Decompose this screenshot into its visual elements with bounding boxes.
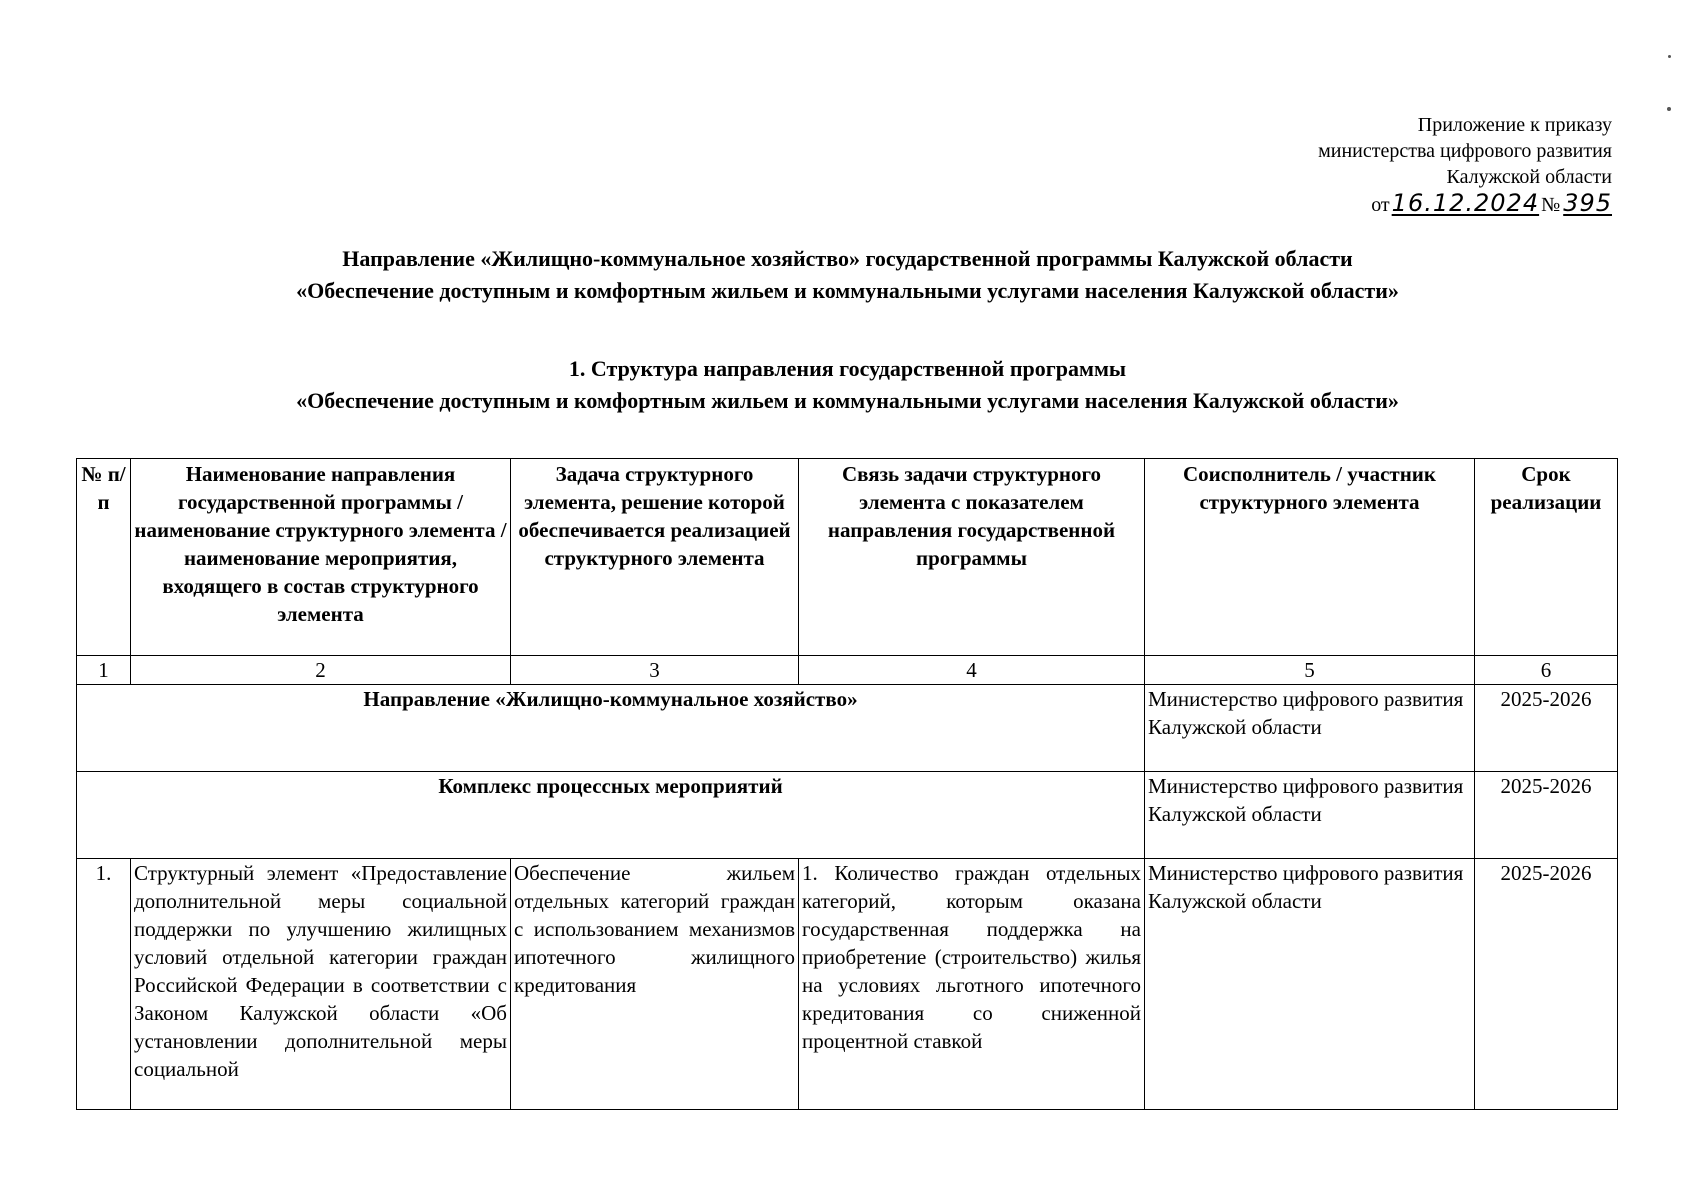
column-number: 2 bbox=[131, 656, 511, 685]
section-title-line-2: «Обеспечение доступным и комфортным жильем и коммунальными услугами населения Калужской области» bbox=[296, 388, 1399, 413]
complex-executor: Министерство цифрового развития Калужской области bbox=[1145, 772, 1475, 859]
appendix-date-line bbox=[1371, 190, 1612, 218]
handwritten-date: 16.12.2024 bbox=[1391, 189, 1540, 217]
row-executor: Министерство цифрового развития Калужской области bbox=[1145, 859, 1475, 1110]
column-number-row bbox=[77, 656, 1618, 685]
column-number: 1 bbox=[77, 656, 131, 685]
appendix-line-3: Калужской области bbox=[1446, 166, 1612, 188]
row-indicator: 1. Количество граждан отдельных категорий, которым оказана государственная поддержка на приобретение (строительство) жилья на условиях льготного ипотечного кредитования со сниженной процентной ставкой bbox=[799, 859, 1145, 1110]
complex-name: Комплекс процессных мероприятий bbox=[77, 772, 1145, 859]
row-element: Структурный элемент «Предоставление дополнительной меры социальной поддержки по улучшению жилищных условий отдельной категории граждан Российской Федерации в соответствии с Законом Калужской области «Об установлении дополнительной меры социальной bbox=[131, 859, 511, 1110]
complex-row bbox=[77, 772, 1618, 859]
document-title bbox=[0, 243, 1695, 307]
header-task: Задача структурного элемента, решение которой обеспечивается реализацией структурного элемента bbox=[511, 459, 799, 656]
column-number: 3 bbox=[511, 656, 799, 685]
scan-speck bbox=[1667, 107, 1671, 111]
table-header-row bbox=[77, 459, 1618, 656]
column-number: 5 bbox=[1145, 656, 1475, 685]
number-prefix: № bbox=[1541, 194, 1561, 216]
header-number: № п/п bbox=[77, 459, 131, 656]
appendix-line-1: Приложение к приказу bbox=[1417, 114, 1612, 136]
structure-table bbox=[76, 458, 1618, 1110]
section-title bbox=[0, 353, 1695, 417]
column-number: 4 bbox=[799, 656, 1145, 685]
header-period: Срок реализации bbox=[1475, 459, 1618, 656]
row-period: 2025-2026 bbox=[1475, 859, 1618, 1110]
header-executor: Соисполнитель / участник структурного элемента bbox=[1145, 459, 1475, 656]
appendix-line-2: министерства цифрового развития bbox=[1318, 140, 1612, 162]
document-title-line-1: Направление «Жилищно-коммунальное хозяйство» государственной программы Калужской области bbox=[342, 246, 1353, 271]
column-number: 6 bbox=[1475, 656, 1618, 685]
header-indicator-link: Связь задачи структурного элемента с показателем направления государственной программы bbox=[799, 459, 1145, 656]
section-title-line-1: 1. Структура направления государственной программы bbox=[568, 356, 1127, 381]
table-row bbox=[77, 859, 1618, 1110]
handwritten-number: 395 bbox=[1563, 189, 1612, 217]
document-title-line-2: «Обеспечение доступным и комфортным жильем и коммунальными услугами населения Калужской области» bbox=[296, 278, 1399, 303]
scan-speck bbox=[1668, 55, 1671, 58]
direction-period: 2025-2026 bbox=[1475, 685, 1618, 772]
row-task: Обеспечение жильем отдельных категорий граждан с использованием механизмов ипотечного жилищного кредитования bbox=[511, 859, 799, 1110]
header-element-name: Наименование направления государственной программы / наименование структурного элемента / наименование мероприятия, входящего в состав структурного элемента bbox=[131, 459, 511, 656]
row-number: 1. bbox=[77, 859, 131, 1110]
direction-name: Направление «Жилищно-коммунальное хозяйство» bbox=[77, 685, 1145, 772]
date-prefix: от bbox=[1371, 194, 1390, 216]
direction-row bbox=[77, 685, 1618, 772]
direction-executor: Министерство цифрового развития Калужской области bbox=[1145, 685, 1475, 772]
complex-period: 2025-2026 bbox=[1475, 772, 1618, 859]
appendix-block bbox=[1318, 112, 1612, 218]
